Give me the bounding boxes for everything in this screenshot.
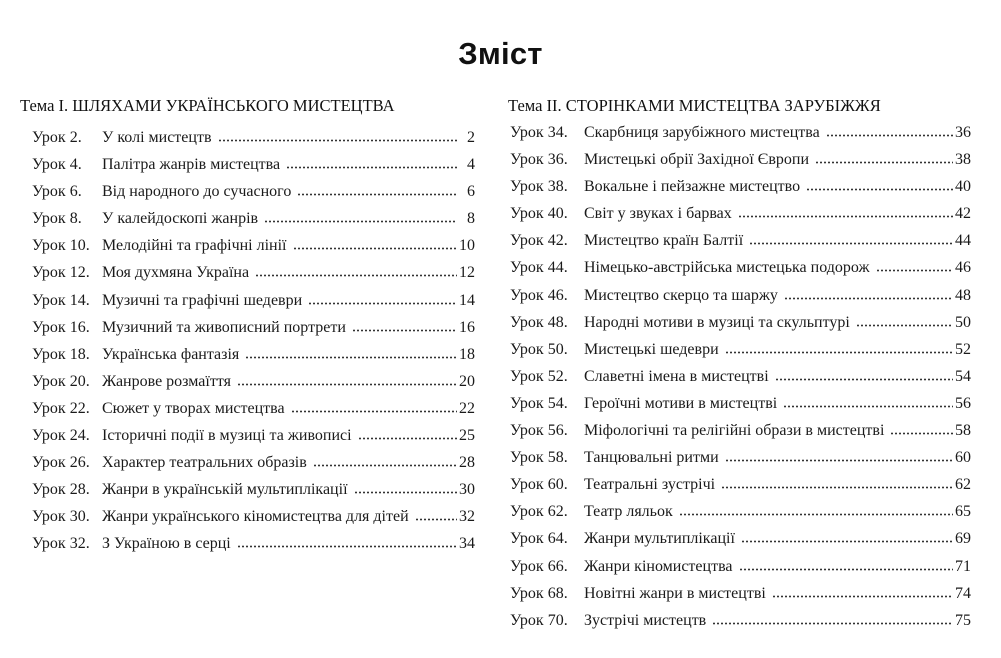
theme-heading: Тема II. СТОРІНКАМИ МИСТЕЦТВА ЗАРУБІЖЖЯ [508, 96, 881, 115]
page-number: 4 [467, 156, 475, 174]
toc-entry [510, 309, 971, 336]
dot-leader [415, 507, 457, 521]
lesson-title: Характер театральних образів [102, 454, 307, 472]
dot-leader [876, 258, 953, 272]
page-number: 58 [955, 422, 971, 440]
dot-leader [712, 611, 953, 625]
lesson-number: Урок 62. [510, 503, 568, 521]
toc-entry [32, 341, 475, 368]
lesson-title: Моя духмяна Україна [102, 264, 250, 282]
lesson-number: Урок 20. [32, 372, 90, 390]
dot-leader [784, 286, 953, 300]
page-number: 18 [459, 345, 475, 363]
lesson-title: Жанри українського кіномистецтва для дітей [102, 508, 409, 526]
lesson-title: Зустрічі мистецтв [584, 611, 707, 629]
lesson-title: Вокальне і пейзажне мистецтво [584, 178, 801, 196]
dot-leader [856, 313, 953, 327]
lesson-number: Урок 2. [32, 129, 82, 146]
lesson-title: Новітні жанри в мистецтві [584, 584, 766, 602]
lesson-number: Урок 30. [32, 508, 90, 526]
lesson-number: Урок 54. [510, 394, 568, 412]
toc-entry [32, 449, 475, 476]
lesson-title: Театральні зустрічі [584, 476, 716, 494]
lesson-number: Урок 50. [510, 340, 568, 358]
lesson-number: Урок 42. [510, 232, 568, 250]
lesson-title: Жанрове розмаїття [102, 372, 231, 390]
dot-leader [352, 318, 457, 332]
lesson-title: Історичні події в музиці та живописі [102, 427, 352, 445]
page-number: 60 [955, 449, 971, 467]
page-number: 52 [955, 340, 971, 358]
lesson-number: Урок 64. [510, 530, 568, 548]
lesson-title: У колі мистецтв [102, 129, 212, 146]
lesson-number: Урок 22. [32, 399, 90, 417]
dot-leader [725, 340, 953, 354]
lesson-title: Мистецтво країн Балтії [584, 232, 744, 250]
toc-list [508, 119, 971, 634]
lesson-title: Мистецькі обрії Західної Європи [584, 151, 810, 169]
dot-leader [218, 128, 458, 142]
toc-entry [32, 151, 475, 178]
lesson-number: Урок 6. [32, 183, 82, 201]
lesson-title: Музичні та графічні шедеври [102, 291, 303, 309]
dot-leader [293, 236, 458, 250]
toc-entry [510, 553, 971, 580]
page-number: 65 [955, 503, 971, 521]
toc-entry [32, 476, 475, 503]
toc-entry [32, 205, 475, 232]
lesson-number: Урок 52. [510, 367, 568, 385]
page-number: 22 [459, 399, 475, 417]
dot-leader [815, 150, 953, 164]
lesson-title: Світ у звуках і барвах [584, 205, 732, 223]
lesson-title: Народні мотиви в музиці та скульптурі [584, 313, 850, 331]
dot-leader [806, 177, 953, 191]
toc-entry [510, 607, 971, 634]
lesson-number: Урок 4. [32, 156, 82, 174]
page-number: 25 [459, 427, 475, 445]
toc-entry [32, 124, 475, 151]
dot-leader [725, 448, 953, 462]
page-number: 50 [955, 313, 971, 331]
toc-entry [510, 227, 971, 254]
lesson-number: Урок 58. [510, 449, 568, 467]
page-number: 56 [955, 394, 971, 412]
toc-entry [510, 444, 971, 471]
dot-leader [354, 480, 457, 494]
lesson-number: Урок 66. [510, 557, 568, 575]
lesson-number: Урок 28. [32, 481, 90, 499]
lesson-title: Скарбниця зарубіжного мистецтва [584, 124, 820, 141]
lesson-title: Музичний та живописний портрети [102, 318, 346, 336]
lesson-title: Мистецькі шедеври [584, 340, 719, 358]
page-number: 32 [459, 508, 475, 526]
lesson-title: Жанри кіномистецтва [584, 557, 733, 575]
lesson-title: Палітра жанрів мистецтва [102, 156, 281, 174]
lesson-number: Урок 8. [32, 210, 82, 228]
dot-leader [358, 426, 457, 440]
page-number: 36 [955, 124, 971, 141]
lesson-title: Жанри мультиплікації [584, 530, 735, 548]
toc-entry [510, 173, 971, 200]
theme-heading: Тема I. ШЛЯХАМИ УКРАЇНСЬКОГО МИСТЕЦТВА [20, 96, 395, 115]
toc-entry [510, 336, 971, 363]
lesson-title: З Україною в серці [102, 535, 231, 553]
dot-leader [721, 475, 953, 489]
lesson-number: Урок 14. [32, 291, 90, 309]
lesson-title: Танцювальні ритми [584, 449, 719, 467]
lesson-title: Славетні імена в мистецтві [584, 367, 769, 385]
toc-entry [32, 259, 475, 286]
toc-entry [510, 282, 971, 309]
page-number: 62 [955, 476, 971, 494]
lesson-number: Урок 12. [32, 264, 90, 282]
dot-leader [237, 534, 457, 548]
lesson-number: Урок 34. [510, 124, 568, 141]
page-number: 14 [459, 291, 475, 309]
toc-entry [32, 314, 475, 341]
lesson-title: Жанри в українській мультиплікації [102, 481, 348, 499]
dot-leader [313, 453, 457, 467]
page-number: 74 [955, 584, 971, 602]
dot-leader [749, 231, 953, 245]
page-number: 16 [459, 318, 475, 336]
dot-leader [738, 204, 953, 218]
toc-entry [32, 232, 475, 259]
page-number: 48 [955, 286, 971, 304]
toc-entry [32, 395, 475, 422]
lesson-number: Урок 38. [510, 178, 568, 196]
page-number: 34 [459, 535, 475, 553]
lesson-number: Урок 48. [510, 313, 568, 331]
page-number: 54 [955, 367, 971, 385]
lesson-number: Урок 44. [510, 259, 568, 277]
lesson-number: Урок 18. [32, 345, 90, 363]
toc-entry [510, 254, 971, 281]
toc-entry [510, 471, 971, 498]
lesson-title: Мистецтво скерцо та шаржу [584, 286, 778, 304]
page-number: 28 [459, 454, 475, 472]
page-number: 46 [955, 259, 971, 277]
dot-leader [739, 557, 953, 571]
toc-entry [510, 146, 971, 173]
lesson-number: Урок 26. [32, 454, 90, 472]
toc-entry [32, 530, 475, 557]
dot-leader [783, 394, 953, 408]
toc-entry [32, 178, 475, 205]
lesson-title: Театр ляльок [584, 503, 673, 521]
toc-entry [510, 390, 971, 417]
lesson-title: У калейдоскопі жанрів [102, 210, 259, 228]
toc-entry [32, 368, 475, 395]
page-title: Зміст [458, 36, 543, 71]
page-number: 6 [467, 183, 475, 201]
page-number: 42 [955, 205, 971, 223]
toc-column-right [508, 93, 971, 634]
dot-leader [237, 372, 457, 386]
page-number: 69 [955, 530, 971, 548]
page-number: 40 [955, 178, 971, 196]
toc-entry [510, 200, 971, 227]
lesson-number: Урок 32. [32, 535, 90, 553]
lesson-number: Урок 68. [510, 584, 568, 602]
toc-entry [32, 503, 475, 530]
dot-leader [245, 345, 457, 359]
page-number: 75 [955, 611, 971, 629]
toc-entry [32, 287, 475, 314]
page-number: 20 [459, 372, 475, 390]
lesson-title: Сюжет у творах мистецтва [102, 399, 285, 417]
page-number: 12 [459, 264, 475, 282]
lesson-title: Від народного до сучасного [102, 183, 292, 201]
lesson-number: Урок 16. [32, 318, 90, 336]
lesson-title: Німецько-австрійська мистецька подорож [584, 259, 870, 277]
lesson-number: Урок 24. [32, 427, 90, 445]
lesson-title: Українська фантазія [102, 345, 240, 363]
dot-leader [826, 123, 953, 137]
dot-leader [679, 502, 953, 516]
lesson-title: Героїчні мотиви в мистецтві [584, 394, 778, 412]
dot-leader [291, 399, 457, 413]
toc-column-left [20, 93, 475, 558]
lesson-title: Міфологічні та релігійні образи в мистецтві [584, 422, 885, 440]
dot-leader [297, 182, 457, 196]
lesson-number: Урок 70. [510, 611, 568, 629]
toc-entry [32, 422, 475, 449]
toc-entry [510, 525, 971, 552]
dot-leader [286, 155, 457, 169]
lesson-number: Урок 10. [32, 237, 90, 255]
page-number: 30 [459, 481, 475, 499]
dot-leader [890, 421, 953, 435]
page-number: 38 [955, 151, 971, 169]
page-number: 2 [467, 129, 475, 146]
dot-leader [775, 367, 953, 381]
lesson-number: Урок 56. [510, 422, 568, 440]
dot-leader [308, 291, 457, 305]
toc-entry [510, 363, 971, 390]
lesson-title: Мелодійні та графічні лінії [102, 237, 287, 255]
page-number: 71 [955, 557, 971, 575]
toc-entry [510, 417, 971, 444]
page-number: 8 [467, 210, 475, 228]
lesson-number: Урок 40. [510, 205, 568, 223]
toc-entry [510, 498, 971, 525]
dot-leader [772, 584, 953, 598]
toc-list [20, 124, 475, 558]
dot-leader [264, 209, 457, 223]
lesson-number: Урок 46. [510, 286, 568, 304]
toc-entry [510, 119, 971, 146]
lesson-number: Урок 60. [510, 476, 568, 494]
dot-leader [255, 263, 457, 277]
dot-leader [741, 529, 953, 543]
page-number: 10 [459, 237, 475, 255]
lesson-number: Урок 36. [510, 151, 568, 169]
toc-entry [510, 580, 971, 607]
page-number: 44 [955, 232, 971, 250]
